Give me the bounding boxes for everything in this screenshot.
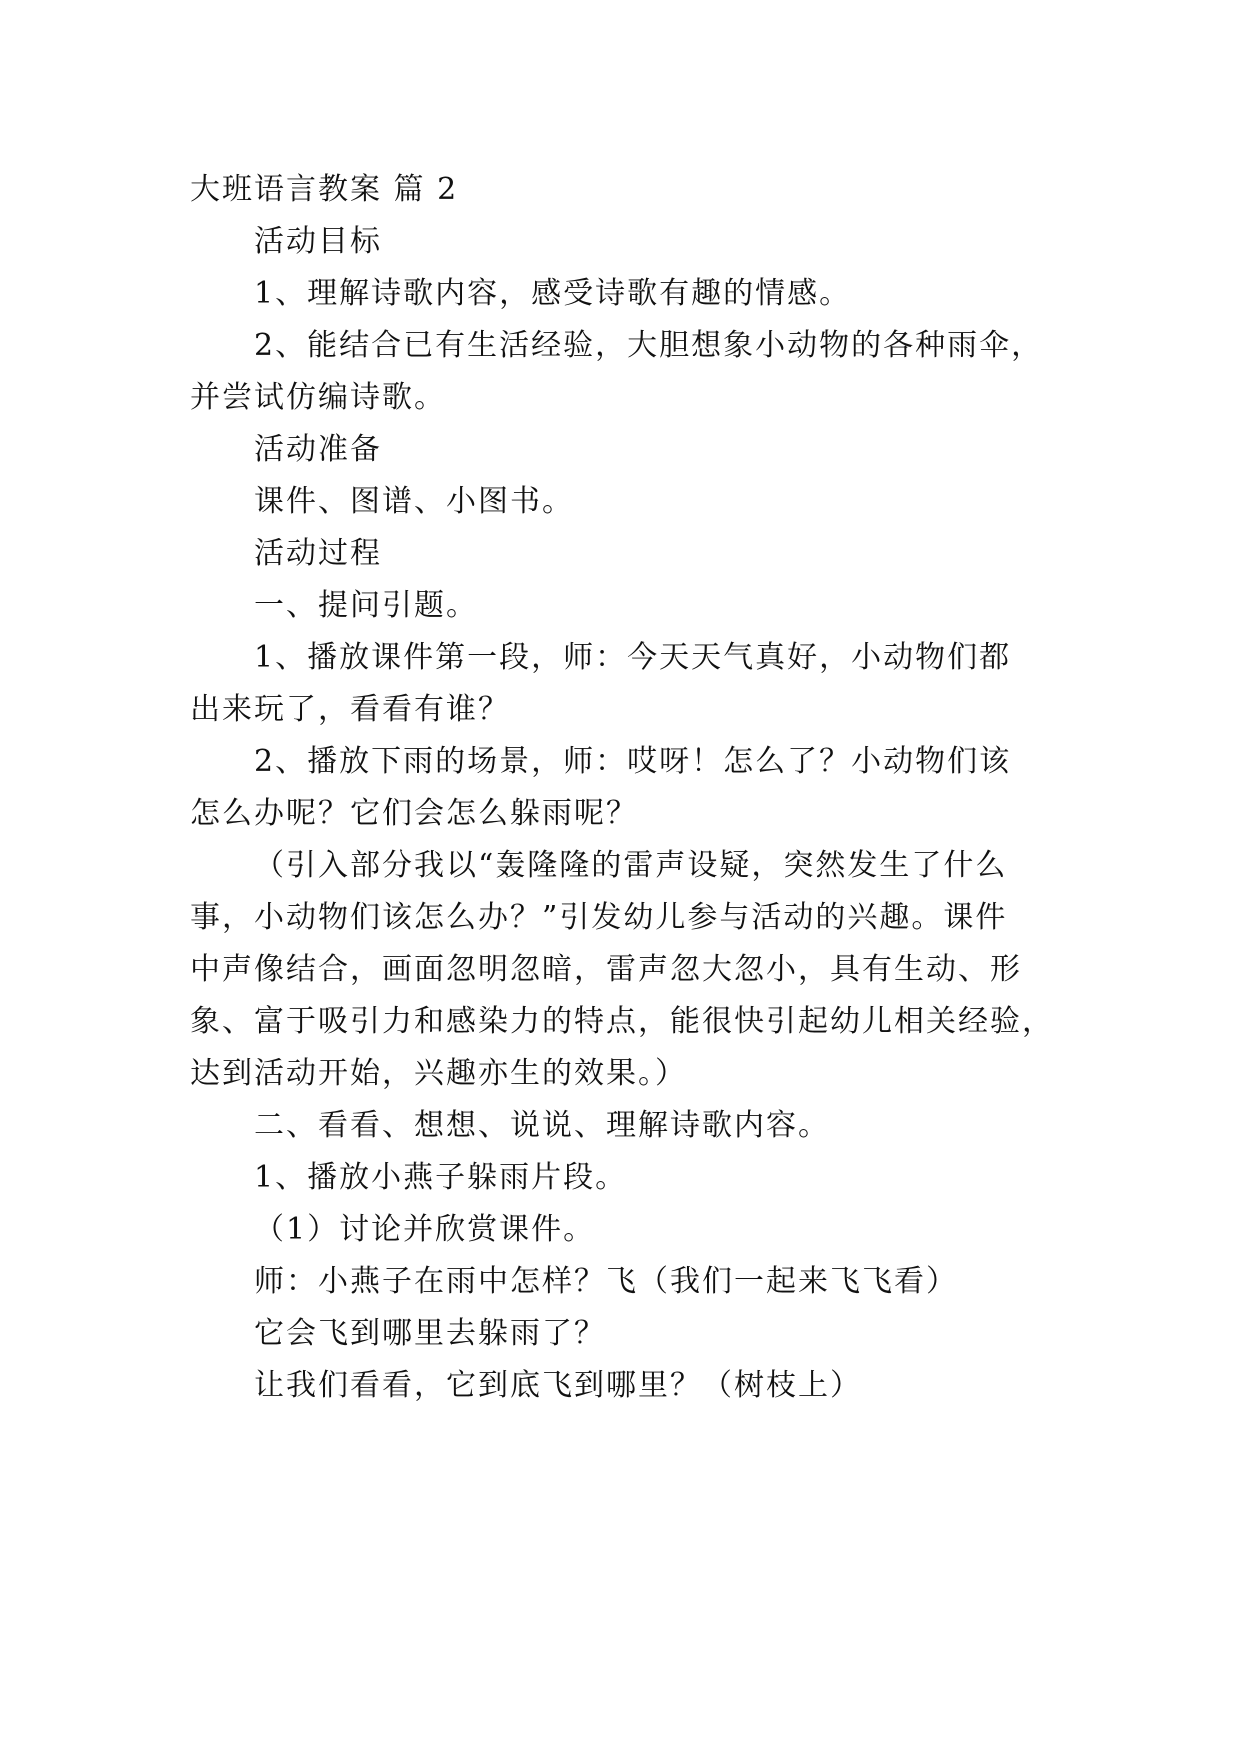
text-line: 出来玩了，看看有谁？: [190, 692, 510, 727]
section-heading-process: 活动过程: [254, 536, 382, 571]
text-line: 怎么办呢？它们会怎么躲雨呢？: [190, 796, 638, 831]
text-line: 它会飞到哪里去躲雨了？: [254, 1316, 606, 1351]
section-heading-preparation: 活动准备: [254, 432, 382, 467]
text-line: 达到活动开始，兴趣亦生的效果。）: [190, 1056, 687, 1091]
text-line: （1）讨论并欣赏课件。: [254, 1212, 596, 1247]
text-line: 1、播放小燕子躲雨片段。: [254, 1160, 628, 1195]
text-line: （引入部分我以“轰隆隆的雷声设疑，突然发生了什么: [254, 848, 1008, 883]
text-line: 一、提问引题。: [254, 588, 478, 623]
text-line: 2、播放下雨的场景，师：哎呀！怎么了？小动物们该: [254, 744, 1012, 779]
text-line: 课件、图谱、小图书。: [254, 484, 574, 519]
text-line: 1、播放课件第一段，师：今天天气真好，小动物们都: [254, 640, 1012, 675]
document-title: 大班语言教案 篇 2: [190, 172, 459, 207]
text-line: 师：小燕子在雨中怎样？飞（我们一起来飞飞看）: [254, 1264, 958, 1299]
text-line: 并尝试仿编诗歌。: [190, 380, 446, 415]
text-line: 事，小动物们该怎么办？”引发幼儿参与活动的兴趣。课件: [190, 900, 1008, 935]
text-line: 2、能结合已有生活经验，大胆想象小动物的各种雨伞，: [254, 328, 1044, 363]
text-line: 象、富于吸引力和感染力的特点，能很快引起幼儿相关经验，: [190, 1004, 1054, 1039]
document-body: [190, 164, 1068, 1412]
text-line: 让我们看看，它到底飞到哪里？（树枝上）: [254, 1368, 862, 1403]
text-line: 中声像结合，画面忽明忽暗，雷声忽大忽小，具有生动、形: [190, 952, 1022, 987]
text-line: 二、看看、想想、说说、理解诗歌内容。: [254, 1108, 830, 1143]
text-line: 1、理解诗歌内容，感受诗歌有趣的情感。: [254, 276, 852, 311]
section-heading-goals: 活动目标: [254, 224, 382, 259]
